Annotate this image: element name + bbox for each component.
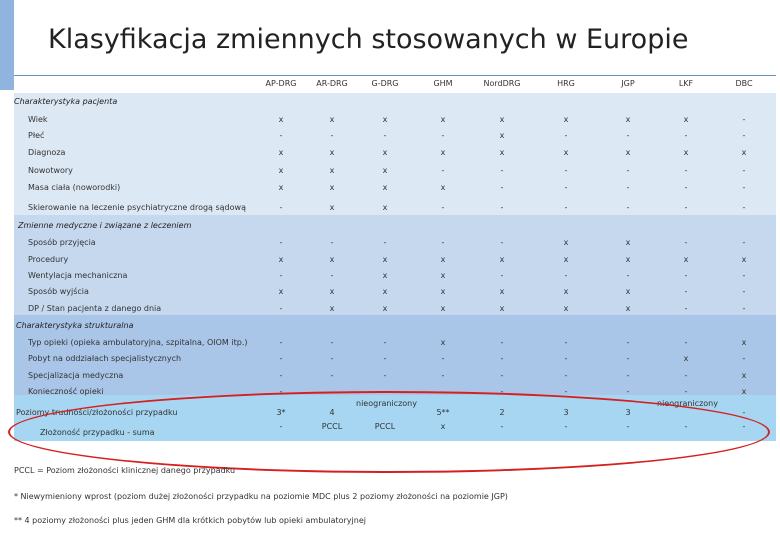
row-label: Pobyt na oddziałach specjalistycznych [28, 354, 182, 363]
table-cell: - [383, 338, 387, 347]
column-header: AR-DRG [316, 79, 348, 88]
table-cell: x [329, 203, 335, 212]
table-cell: x [329, 115, 335, 124]
complexity-cell: x [440, 422, 446, 431]
table-cell: x [499, 148, 505, 157]
page-title: Klasyfikacja zmiennych stosowanych w Europie [48, 24, 689, 55]
table-cell: x [440, 304, 446, 313]
row-label: Sposób wyjścia [28, 287, 89, 296]
table-cell: - [441, 371, 445, 380]
levels-cell: 2 [499, 408, 505, 417]
table-cell: - [279, 131, 283, 140]
table-cell: - [279, 387, 283, 396]
table-cell: - [684, 166, 688, 175]
table-cell: - [383, 131, 387, 140]
table-cell: x [440, 338, 446, 347]
table-cell: - [330, 131, 334, 140]
table-cell: x [278, 166, 284, 175]
table-cell: x [278, 115, 284, 124]
table-cell: - [500, 166, 504, 175]
table-cell: - [684, 338, 688, 347]
table-cell: - [441, 387, 445, 396]
table-cell: - [742, 271, 746, 280]
table-cell: x [329, 166, 335, 175]
table-cell: - [500, 238, 504, 247]
table-cell: x [382, 255, 388, 264]
column-header: AP-DRG [265, 79, 297, 88]
table-cell: x [625, 287, 631, 296]
table-cell: x [382, 203, 388, 212]
table-cell: - [383, 238, 387, 247]
table-cell: x [563, 287, 569, 296]
row-label: Płeć [28, 131, 45, 140]
complexity-cell: - [564, 422, 568, 431]
table-cell: - [626, 166, 630, 175]
footnote-pccl: PCCL = Poziom złożoności klinicznej danego przypadku [14, 466, 236, 475]
table-cell: x [382, 115, 388, 124]
table-cell: - [564, 387, 568, 396]
table-cell: - [684, 183, 688, 192]
row-label: Masa ciała (noworodki) [28, 183, 121, 192]
row-label: Diagnoza [28, 148, 66, 157]
table-cell: x [440, 271, 446, 280]
table-cell: - [626, 387, 630, 396]
table-cell: - [742, 304, 746, 313]
table-cell: - [500, 183, 504, 192]
table-cell: x [741, 338, 747, 347]
table-cell: - [684, 371, 688, 380]
table-cell: x [625, 115, 631, 124]
table-cell: x [440, 183, 446, 192]
table-cell: - [626, 131, 630, 140]
row-label: DP / Stan pacjenta z danego dnia [28, 304, 162, 313]
table-cell: - [500, 203, 504, 212]
row-label: Skierowanie na leczenie psychiatryczne drogą sądową [28, 203, 246, 212]
complexity-cell: PCCL [374, 422, 396, 431]
table-cell: x [563, 148, 569, 157]
complexity-cell: PCCL [321, 422, 343, 431]
patient-band [14, 93, 776, 215]
row-label: Konieczność opieki [28, 387, 104, 396]
table-cell: x [440, 287, 446, 296]
table-cell: x [563, 304, 569, 313]
complexity-row-label: Złożoność przypadku - suma [40, 428, 155, 437]
row-label: Typ opieki (opieka ambulatoryjna, szpitalna, OIOM itp.) [28, 338, 248, 347]
table-cell: - [500, 354, 504, 363]
table-cell: - [626, 203, 630, 212]
table-cell: - [626, 271, 630, 280]
row-label: Wiek [28, 115, 48, 124]
table-cell: x [683, 255, 689, 264]
table-cell: x [741, 255, 747, 264]
column-header: G-DRG [371, 79, 399, 88]
table-cell: - [626, 371, 630, 380]
table-cell: - [330, 338, 334, 347]
accent-bar [0, 0, 14, 90]
table-cell: - [500, 338, 504, 347]
table-cell: x [683, 354, 689, 363]
levels-cell: - [742, 408, 746, 417]
column-header: GHM [433, 79, 453, 88]
table-cell: x [499, 131, 505, 140]
table-cell: x [382, 271, 388, 280]
table-cell: - [441, 166, 445, 175]
complexity-cell: - [742, 422, 746, 431]
table-cell: x [741, 371, 747, 380]
table-cell: - [626, 354, 630, 363]
table-cell: - [500, 271, 504, 280]
table-cell: x [625, 304, 631, 313]
table-cell: - [441, 354, 445, 363]
table-cell: - [330, 387, 334, 396]
table-cell: x [625, 255, 631, 264]
table-cell: - [626, 338, 630, 347]
table-cell: x [563, 115, 569, 124]
table-cell: x [499, 304, 505, 313]
column-header: NordDRG [483, 79, 521, 88]
table-cell: x [563, 238, 569, 247]
table-cell: - [279, 304, 283, 313]
table-cell: - [279, 238, 283, 247]
complexity-cell: - [684, 422, 688, 431]
section-title-patient: Charakterystyka pacjenta [14, 97, 118, 106]
table-cell: - [279, 338, 283, 347]
table-cell: x [329, 304, 335, 313]
table-cell: - [742, 238, 746, 247]
table-cell: - [742, 115, 746, 124]
row-label: Wentylacja mechaniczna [28, 271, 128, 280]
table-cell: - [742, 203, 746, 212]
table-cell: - [330, 371, 334, 380]
medical-band [14, 215, 776, 315]
table-cell: x [278, 183, 284, 192]
table-cell: - [742, 183, 746, 192]
table-cell: - [279, 371, 283, 380]
table-cell: - [684, 203, 688, 212]
table-cell: x [382, 287, 388, 296]
levels-row-label: Poziomy trudności/złożoności przypadku [16, 408, 178, 417]
table-cell: - [330, 238, 334, 247]
table-cell: - [684, 131, 688, 140]
table-cell: - [279, 271, 283, 280]
table-cell: x [382, 304, 388, 313]
table-cell: - [500, 387, 504, 396]
table-cell: x [741, 387, 747, 396]
table-cell: - [383, 354, 387, 363]
table-cell: - [684, 271, 688, 280]
table-cell: x [499, 115, 505, 124]
complexity-cell: - [279, 422, 283, 431]
levels-cell: 3 [625, 408, 631, 417]
column-header: JGP [621, 79, 635, 88]
row-label: Procedury [28, 255, 69, 264]
table-cell: x [683, 148, 689, 157]
table-cell: - [330, 354, 334, 363]
table-cell: - [684, 287, 688, 296]
table-cell: x [329, 183, 335, 192]
complexity-cell: - [626, 422, 630, 431]
table-cell: - [564, 271, 568, 280]
row-label: Nowotwory [28, 166, 73, 175]
table-cell: - [564, 166, 568, 175]
table-cell: - [564, 338, 568, 347]
row-label: Sposób przyjęcia [28, 238, 96, 247]
table-cell: x [683, 115, 689, 124]
column-header: DBC [735, 79, 753, 88]
table-cell: x [625, 238, 631, 247]
table-cell: - [742, 287, 746, 296]
levels-cell: 5** [436, 408, 450, 417]
table-cell: - [383, 387, 387, 396]
table-cell: x [440, 148, 446, 157]
table-cell: x [329, 148, 335, 157]
footnote-double-star: ** 4 poziomy złożoności plus jeden GHM dla krótkich pobytów lub opieki ambulatoryjnej [14, 516, 366, 525]
table-cell: - [684, 238, 688, 247]
table-cell: x [382, 148, 388, 157]
footnote-single-star: * Niewymieniony wprost (poziom dużej złożoności przypadku na poziomie MDC plus 2 poziomy złożoności na poziomie JGP) [14, 492, 508, 501]
table-cell: x [563, 255, 569, 264]
table-cell: - [626, 183, 630, 192]
table-cell: - [564, 131, 568, 140]
levels-cell: 3* [276, 408, 286, 417]
table-cell: x [440, 115, 446, 124]
table-cell: - [564, 183, 568, 192]
table-cell: - [500, 371, 504, 380]
table-cell: x [278, 287, 284, 296]
table-cell: x [278, 255, 284, 264]
section-title-structural: Charakterystyka strukturalna [16, 321, 134, 330]
column-header: HRG [557, 79, 575, 88]
table-cell: - [742, 166, 746, 175]
table-cell: x [440, 255, 446, 264]
table-cell: - [564, 203, 568, 212]
table-cell: - [684, 304, 688, 313]
table-cell: - [330, 271, 334, 280]
levels-cell: 3 [563, 408, 569, 417]
table-cell: - [564, 371, 568, 380]
table-cell: - [383, 371, 387, 380]
column-header: LKF [678, 79, 694, 88]
title-underline [14, 75, 776, 76]
levels-cell: nieograniczony [356, 399, 417, 408]
table-cell: x [499, 287, 505, 296]
row-label: Specjalizacja medyczna [28, 371, 124, 380]
table-cell: x [329, 255, 335, 264]
table-cell: - [279, 354, 283, 363]
table-cell: x [382, 166, 388, 175]
table-cell: - [742, 131, 746, 140]
table-cell: x [499, 255, 505, 264]
complexity-cell: - [500, 422, 504, 431]
table-cell: - [684, 387, 688, 396]
table-cell: - [742, 354, 746, 363]
highlight-ellipse [8, 391, 770, 473]
table-cell: x [741, 148, 747, 157]
table-cell: x [382, 183, 388, 192]
table-cell: - [279, 203, 283, 212]
table-cell: x [329, 287, 335, 296]
levels-cell: nieograniczony [657, 399, 718, 408]
table-cell: - [441, 238, 445, 247]
table-cell: x [278, 148, 284, 157]
table-cell: - [564, 354, 568, 363]
table-cell: - [441, 203, 445, 212]
section-title-medical: Zmienne medyczne i związane z leczeniem [18, 221, 192, 230]
table-cell: x [625, 148, 631, 157]
table-cell: - [441, 131, 445, 140]
levels-cell: 4 [329, 408, 335, 417]
